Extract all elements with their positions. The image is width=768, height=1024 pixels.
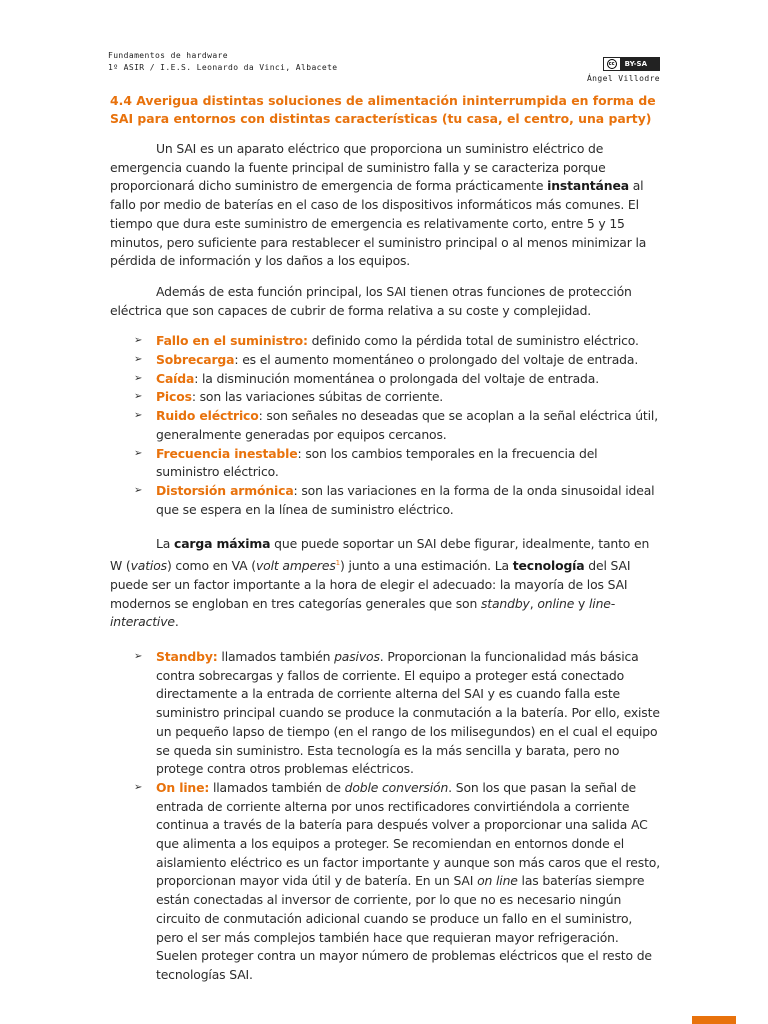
emphasis-instantanea: instantánea bbox=[547, 178, 629, 194]
course-title: Fundamentos de hardware bbox=[108, 51, 228, 60]
emphasis-tecnologia: tecnología bbox=[512, 558, 585, 574]
arrow-bullet-icon: ➢ bbox=[134, 447, 143, 459]
term-label: Picos bbox=[156, 389, 192, 405]
term-label: Sobrecarga bbox=[156, 352, 235, 368]
paragraph-intro: Un SAI es un aparato eléctrico que proporciona un suministro eléctrico de emergencia cuando la fuente principal de suministro falla y se caracteriza porque proporcionará dicho suministro de emergencia de forma prácticamente instantánea al fallo por medio de baterías en el caso de los dispositivos informáticos más comunes. El tiempo que dura este suministro de emergencia es relativamente corto, entre 5 y 15 minutos, pero suficiente para restablecer el suministro principal o al menos minimizar la pérdida de información y los daños a los equipos. bbox=[110, 141, 647, 269]
list-item: ➢ Caída: la disminución momentánea o prolongada del voltaje de entrada. bbox=[110, 370, 660, 389]
list-item: ➢ Standby: llamados también pasivos. Proporcionan la funcionalidad más básica contra sobrecargas y fallos de corriente. El equipo a proteger está conectado directamente a la entrada de corriente alterna del SAI y es cuando falla este suministro principal cuando se produce la conmutación a la batería. Por ello, existe un pequeño lapso de tiempo (en el rango de los milisegundos) en el cual el equipo se queda sin suministro. Esta tecnología es la más sencilla y barata, pero no protege contra otros problemas eléctricos. bbox=[134, 649, 660, 777]
arrow-bullet-icon: ➢ bbox=[134, 335, 143, 347]
course-school: 1º ASIR / I.E.S. Leonardo da Vinci, Albacete bbox=[108, 63, 338, 72]
arrow-bullet-icon: ➢ bbox=[134, 781, 143, 793]
page-header bbox=[108, 50, 660, 83]
list-item: ➢ Fallo en el suministro: definido como la pérdida total de suministro eléctrico. bbox=[110, 332, 660, 351]
cc-logo-icon: cc bbox=[607, 59, 617, 69]
section-title: 4.4 Averigua distintas soluciones de alimentación ininterrumpida en forma de SAI para entornos con distintas características (tu casa, el centro, una party) bbox=[110, 93, 656, 126]
arrow-bullet-icon: ➢ bbox=[134, 372, 143, 384]
arrow-bullet-icon: ➢ bbox=[134, 354, 143, 366]
arrow-bullet-icon: ➢ bbox=[134, 484, 143, 496]
footer-accent-bar bbox=[692, 1016, 736, 1024]
term-label: Standby: bbox=[156, 649, 218, 664]
term-label: On line: bbox=[156, 779, 210, 795]
footnote-link[interactable]: 1 bbox=[335, 559, 340, 568]
paragraph-capacity: La carga máxima que puede soportar un SAI debe figurar, idealmente, tanto en W (vatios) como en VA (volt amperes$^1$) junto a una estimación. La tecnología del SAI puede ser un factor importante a la hora de elegir el adecuado: la mayoría de los SAI modernos se engloban en tres categorías generales que son standby, online y line-interactive. bbox=[110, 536, 650, 630]
problems-list bbox=[110, 332, 660, 519]
emphasis-carga-maxima: carga máxima bbox=[174, 536, 271, 552]
author-name: Ángel Villodre bbox=[586, 74, 660, 83]
cc-license-badge[interactable] bbox=[603, 57, 660, 71]
list-item: ➢ Sobrecarga: es el aumento momentáneo o prolongado del voltaje de entrada. bbox=[110, 351, 660, 370]
arrow-bullet-icon: ➢ bbox=[134, 391, 143, 403]
list-item: ➢ On line: llamados también de doble conversión. Son los que pasan la señal de entrada de corriente alterna por unos rectificadores convirtiéndola a corriente continua a través de la batería para después volver a proporcionar una salida AC que alimenta a los equipos a proteger. Se recomiendan en entornos donde el aislamiento eléctrico es un factor importante y aunque son más caros que el resto, proporcionan mayor vida útil y de batería. En un SAI on line las baterías siempre están conectadas al inversor de corriente, por lo que no es necesario ningún circuito de conmutación adicional cuando se produce un fallo en el suministro, pero el ser más complejos también hace que requieran mayor refrigeración. Suelen proteger contra un mayor número de problemas eléctricos que el resto de tecnologías SAI. bbox=[134, 779, 660, 982]
license-type: BY-SA bbox=[621, 58, 659, 70]
arrow-bullet-icon: ➢ bbox=[134, 410, 143, 422]
list-item: ➢ Picos: son las variaciones súbitas de corriente. bbox=[110, 388, 660, 407]
term-label: Caída bbox=[156, 370, 195, 386]
arrow-bullet-icon: ➢ bbox=[134, 651, 143, 662]
ups-types-list bbox=[110, 648, 660, 985]
list-item: ➢ Ruido eléctrico: son señales no deseadas que se acoplan a la señal eléctrica útil, generalmente generadas por equipos cercanos. bbox=[134, 408, 659, 442]
term-label: Frecuencia inestable bbox=[156, 445, 298, 461]
document-body bbox=[110, 92, 660, 985]
license-block bbox=[587, 50, 660, 85]
list-item: ➢ Distorsión armónica: son las variaciones en la forma de la onda sinusoidal ideal que se espera en la línea de suministro eléctrico. bbox=[134, 482, 655, 517]
paragraph-functions: Además de esta función principal, los SAI tienen otras funciones de protección eléctrica que son capaces de cubrir de forma relativa a su coste y complejidad. bbox=[110, 283, 632, 318]
course-info bbox=[108, 50, 338, 74]
term-label: Fallo en el suministro: bbox=[156, 333, 308, 349]
term-label: Ruido eléctrico bbox=[156, 408, 259, 424]
list-item: ➢ Frecuencia inestable: son los cambios temporales en la frecuencia del suministro eléctrico. bbox=[134, 445, 598, 480]
term-label: Distorsión armónica bbox=[156, 482, 294, 498]
